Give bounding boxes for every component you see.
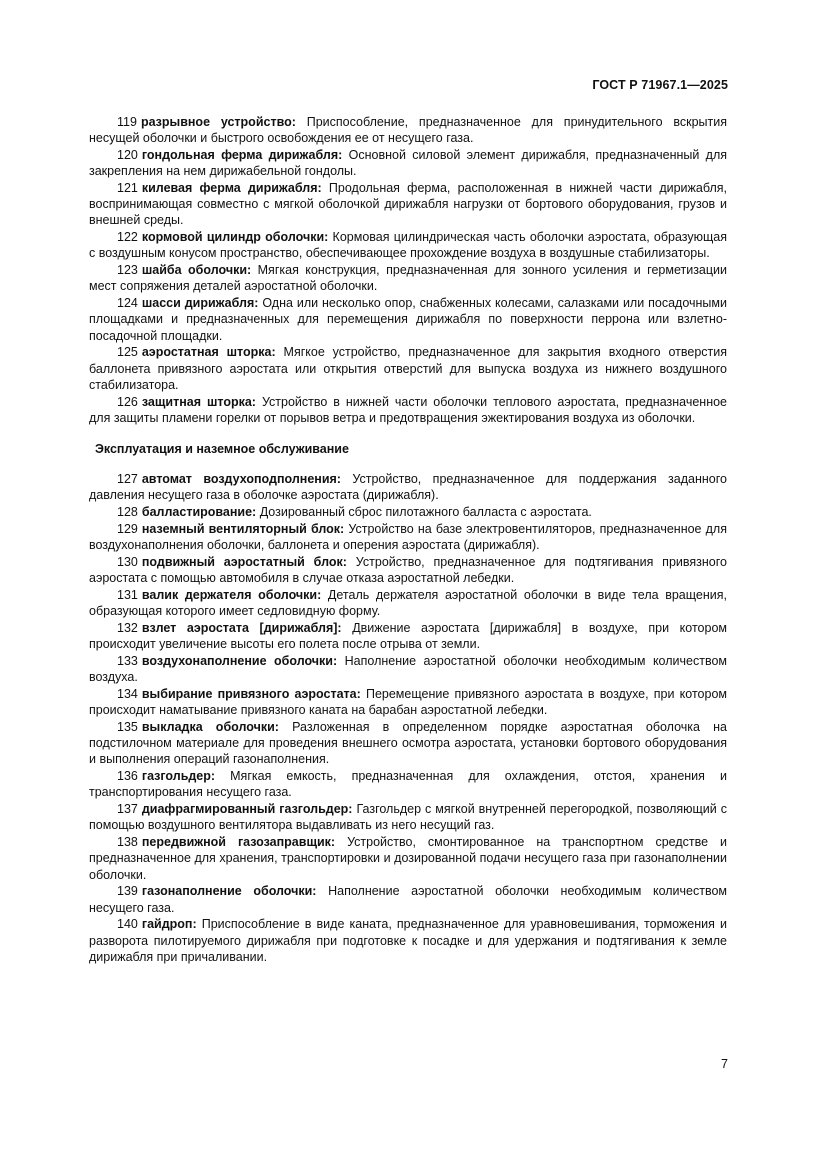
term-name: газонаполнение оболочки: [141, 884, 317, 899]
term-entry [89, 295, 727, 344]
term-number: 128 [117, 505, 138, 520]
term-name: гондольная ферма дирижабля: [141, 148, 343, 162]
term-number: 127 [117, 472, 138, 487]
term-name: килевая ферма дирижабля: [141, 181, 322, 195]
term-definition: Устройство, предназначенное для подтягивания привязного аэростата с помощью автомобиля в случае отказа аэростатной лебедки. [89, 555, 727, 586]
term-number: 139 [117, 884, 138, 899]
term-name: кормовой цилиндр оболочки: [141, 230, 329, 245]
term-entry [89, 620, 727, 652]
term-definition: Мягкая емкость, предназначенная для охлаждения, отстоя, хранения и транспортирования несущего газа. [89, 769, 727, 800]
term-definition: Одна или несколько опор, снабженных колесами, салазками или посадочными площадками и предназначенных для перемещения дирижабля по поверхности перрона или взлетно-посадочной площадки. [89, 296, 727, 343]
term-name: защитная шторка: [141, 394, 256, 409]
term-definition: Основной силовой элемент дирижабля, предназначенный для закрепления на нем дирижабельной гондолы. [89, 148, 728, 179]
terms-block-operation [89, 471, 727, 965]
term-entry [89, 504, 727, 520]
term-name: шасси дирижабля: [141, 296, 259, 311]
term-name: разрывное устройство: [140, 115, 296, 129]
term-number: 133 [117, 654, 138, 669]
term-entry [89, 554, 727, 586]
term-name: выкладка оболочки: [141, 720, 279, 735]
term-entry [89, 262, 727, 294]
term-definition: Движение аэростата [дирижабля] в воздухе, при котором происходит увеличение высоты его полета после отрыва от земли. [89, 621, 727, 652]
term-number: 135 [117, 720, 138, 735]
page-number: 7 [721, 1057, 728, 1071]
term-name: воздухонаполнение оболочки: [141, 654, 338, 669]
term-definition: Приспособление в виде каната, предназначенное для уравновешивания, торможения и разворота пилотируемого дирижабля при подготовке к посадке и для удержания и подтягивания к земле дирижабля при причаливании. [89, 917, 727, 964]
term-entry [89, 801, 727, 833]
term-name: взлет аэростата [дирижабля]: [141, 621, 342, 636]
term-definition: Мягкая конструкция, предназначенная для зонного усиления и герметизации мест сопряжения деталей аэростатной оболочки. [89, 263, 727, 294]
term-definition: Перемещение привязного аэростата в воздухе, при котором происходит наматывание привязного каната на барабан аэростатной лебедки. [89, 687, 728, 718]
term-entry [89, 883, 727, 915]
term-number: 131 [117, 588, 138, 603]
term-definition: Устройство на базе электровентиляторов, предназначенное для воздухонаполнения оболочки, баллонета и оперения аэростата (дирижабля). [89, 522, 727, 553]
term-entry [89, 916, 727, 965]
term-definition: Мягкое устройство, предназначенное для закрытия входного отверстия баллонета привязного аэростата или открытия отверстий для выпуска воздуха из нижнего воздушного стабилизатора. [89, 345, 727, 392]
term-number: 119 [117, 115, 137, 129]
term-name: передвижной газозаправщик: [141, 835, 336, 850]
term-name: газгольдер: [141, 769, 216, 784]
term-name: гайдроп: [141, 917, 197, 932]
term-entry [89, 686, 727, 718]
term-definition: Продольная ферма, расположенная в нижней части дирижабля, воспринимающая совместно с мягкой оболочкой дирижабля нагрузки от бортового оборудования, грузов и внешней среды. [89, 181, 727, 228]
term-number: 125 [117, 345, 138, 360]
term-definition: Дозированный сброс пилотажного балласта с аэростата. [259, 505, 592, 520]
term-entry [89, 229, 727, 261]
term-entry [89, 834, 727, 883]
term-entry [89, 471, 727, 503]
term-number: 137 [117, 802, 138, 817]
term-number: 120 [117, 148, 138, 162]
term-definition: Деталь держателя аэростатной оболочки в виде тела вращения, образующая которого имеет седловидную форму. [89, 588, 727, 619]
term-number: 134 [117, 687, 138, 702]
term-entry [89, 344, 727, 393]
term-name: выбирание привязного аэростата: [141, 687, 361, 702]
term-number: 130 [117, 555, 138, 570]
term-definition: Газгольдер с мягкой внутренней перегородкой, позволяющий с помощью воздушного вентилятора выдавливать из него несущий газ. [89, 802, 727, 833]
standard-designation: ГОСТ Р 71967.1—2025 [592, 78, 728, 92]
term-number: 129 [117, 522, 138, 537]
term-definition: Устройство в нижней части оболочки теплового аэростата, предназначенное для защиты пламени горелки от порывов ветра и предотвращения эжектирования воздуха из оболочки. [89, 394, 727, 425]
term-entry [89, 394, 727, 426]
terms-content [89, 114, 727, 966]
term-number: 123 [117, 263, 138, 278]
term-name: балластирование: [141, 505, 257, 520]
term-definition: Наполнение аэростатной оболочки необходимым количеством несущего газа. [89, 884, 728, 915]
term-number: 126 [117, 394, 138, 409]
term-number: 138 [117, 835, 138, 850]
term-definition: Разложенная в определенном порядке аэростатная оболочка на подстилочном материале для проведения внешнего осмотра аэростата, установки бортового оборудования и выполнения операций газонаполнения. [89, 720, 727, 767]
term-entry [89, 719, 727, 768]
term-entry [89, 653, 727, 685]
term-number: 124 [117, 296, 138, 311]
term-entry [89, 587, 727, 619]
section-title: Эксплуатация и наземное обслуживание [95, 442, 349, 457]
term-number: 136 [117, 769, 138, 784]
term-entry [89, 147, 727, 179]
term-number: 140 [117, 917, 138, 932]
term-definition: Устройство, предназначенное для поддержания заданного давления несущего газа в оболочке аэростата (дирижабля). [89, 472, 727, 503]
term-definition: Кормовая цилиндрическая часть оболочки аэростата, образующая с воздушным конусом пространство, обеспечивающее прохождение воздуха в воздушные стабилизаторы. [89, 230, 727, 261]
term-name: подвижный аэростатный блок: [141, 555, 347, 570]
term-number: 121 [117, 181, 138, 195]
term-name: аэростатная шторка: [141, 345, 276, 360]
term-entry [89, 768, 727, 800]
term-definition: Приспособление, предназначенное для принудительного вскрытия несущей оболочки и быстрого освобождения ее от несущего газа. [89, 115, 727, 146]
term-number: 132 [117, 621, 138, 636]
term-entry [89, 521, 727, 553]
term-name: шайба оболочки: [141, 263, 252, 278]
term-definition: Наполнение аэростатной оболочки необходимым количеством воздуха. [89, 654, 727, 685]
terms-block-design [89, 114, 727, 426]
term-name: автомат воздухоподполнения: [141, 472, 341, 487]
term-number: 122 [117, 230, 138, 245]
term-name: валик держателя оболочки: [141, 588, 322, 603]
term-entry [89, 180, 727, 229]
term-name: наземный вентиляторный блок: [141, 522, 345, 537]
term-entry [89, 114, 727, 146]
term-definition: Устройство, смонтированное на транспортном средстве и предназначенное для хранения, транспортировки и дозированной подачи несущего газа при газонаполнении оболочки. [89, 835, 727, 882]
term-name: диафрагмированный газгольдер: [141, 802, 353, 817]
